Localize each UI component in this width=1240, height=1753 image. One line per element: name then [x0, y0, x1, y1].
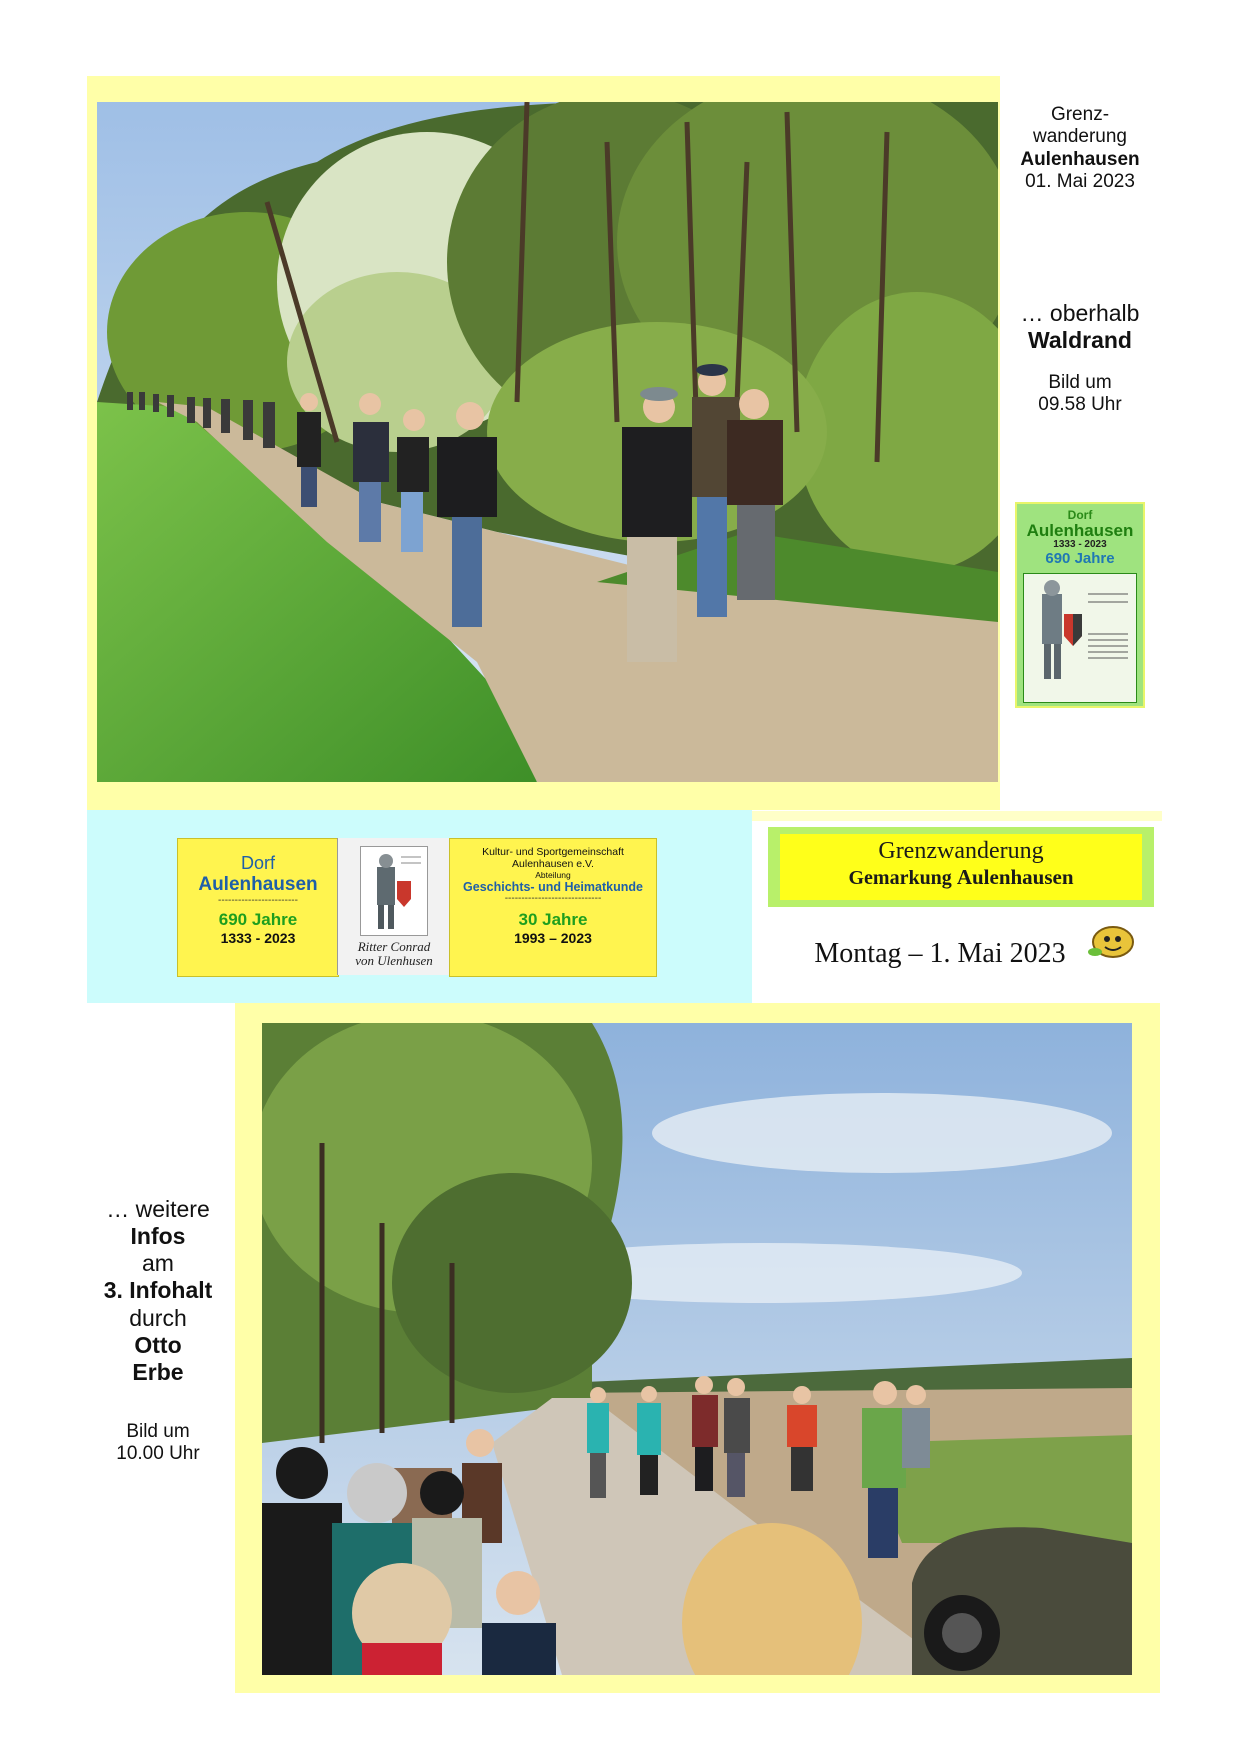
- banner-dorf-box: [177, 838, 339, 977]
- club-department: Geschichts- und Heimatkunde: [463, 880, 643, 894]
- knight-portrait: [360, 846, 428, 936]
- poster-years: 1333 - 2023: [1053, 539, 1107, 550]
- banner-dorf-label: Dorf: [240, 853, 275, 873]
- caption-line: … oberhalb: [1020, 300, 1140, 326]
- mascot-icon: [1087, 922, 1139, 962]
- banner-dorf-name: Aulenhausen: [198, 874, 318, 895]
- caption-line: Bild um: [1048, 372, 1112, 393]
- club-line-3: Abteilung: [535, 870, 571, 880]
- hiking-group-illustration: [97, 102, 998, 782]
- top-photo-forest-walk: [97, 102, 998, 782]
- caption-line: … weitere: [106, 1196, 210, 1222]
- mascot-icon: [1087, 922, 1139, 962]
- caption-line: durch: [129, 1304, 187, 1331]
- banner-divider: ------------------------: [218, 895, 298, 906]
- caption-line: 10.00 Uhr: [116, 1443, 200, 1465]
- knight-icon: [1024, 574, 1136, 700]
- caption-line-bold: Infos: [130, 1223, 186, 1250]
- caption-line: wanderung: [1032, 126, 1128, 148]
- caption-line-bold: Waldrand: [1028, 327, 1132, 354]
- club-line-1: Kultur- und Sportgemeinschaft: [482, 846, 624, 858]
- bottom-photo-caption: [88, 1196, 228, 1386]
- banner-dorf-jahre: 690 Jahre: [218, 910, 298, 929]
- poster-jahre: 690 Jahre: [1045, 550, 1115, 567]
- club-line-2: Aulenhausen e.V.: [512, 858, 594, 870]
- banner-knight-box: [337, 838, 451, 975]
- poster-dorf: Dorf: [1067, 508, 1093, 522]
- caption-line: am: [142, 1250, 174, 1277]
- caption-line-bold: 3. Infohalt: [103, 1277, 213, 1304]
- top-photo-time: [1000, 372, 1160, 417]
- top-photo-caption: [1000, 104, 1160, 194]
- caption-line: 01. Mai 2023: [1025, 171, 1135, 193]
- title-box: [780, 834, 1142, 900]
- anniversary-poster: [1015, 502, 1145, 708]
- knight-caption-1: Ritter Conrad: [357, 939, 431, 954]
- knight-icon: [361, 847, 427, 935]
- club-jahre: 30 Jahre: [518, 910, 588, 929]
- banner-dorf-years: 1333 - 2023: [220, 930, 296, 946]
- club-years: 1993 – 2023: [514, 930, 592, 946]
- title-sub-prefix: Gemarkung: [848, 867, 952, 889]
- title-box-outer: [752, 811, 1162, 821]
- caption-line: 09.58 Uhr: [1038, 394, 1122, 416]
- top-photo-location: [1000, 300, 1160, 354]
- knight-caption-2: von Ulenhusen: [355, 953, 433, 969]
- title-sub-name: Aulenhausen: [956, 865, 1074, 889]
- bottom-photo-time: [88, 1421, 228, 1466]
- caption-line-bold: Aulenhausen: [1020, 148, 1140, 170]
- bottom-photo-info-stop: [262, 1023, 1132, 1675]
- caption-line: Bild um: [126, 1421, 190, 1442]
- caption-line-bold: Otto: [134, 1331, 182, 1358]
- banner-divider: -----------------------------: [504, 893, 602, 904]
- group-at-field-illustration: [262, 1023, 1132, 1675]
- poster-title: Aulenhausen: [1026, 521, 1134, 540]
- banner-club-box: [449, 838, 657, 977]
- date-line: Montag – 1. Mai 2023: [814, 938, 1066, 969]
- caption-line-bold: Erbe: [132, 1358, 184, 1385]
- poster-knight-image: [1023, 573, 1137, 703]
- title-main: Grenzwanderung: [878, 838, 1044, 864]
- caption-line: Grenz-: [1050, 104, 1110, 125]
